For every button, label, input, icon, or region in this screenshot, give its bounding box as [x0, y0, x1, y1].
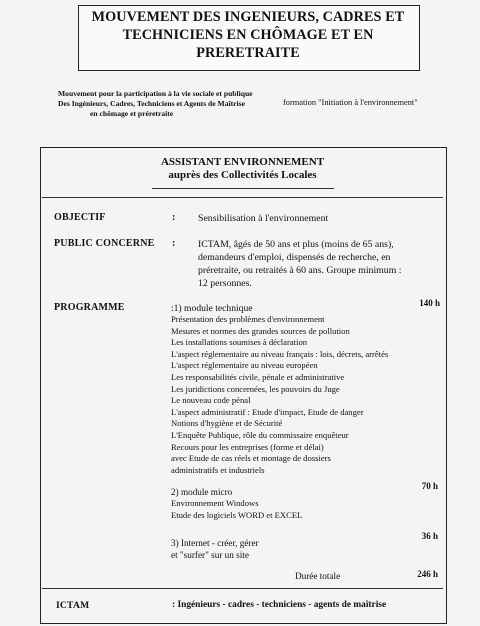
module1-item: L'aspect réglementaire au niveau européen	[171, 360, 318, 371]
footer-divider	[42, 588, 443, 589]
public-colon: :	[172, 238, 176, 249]
module1-list	[171, 314, 388, 476]
header-title-line: MOUVEMENT DES INGENIEURS, CADRES ET	[91, 9, 405, 25]
box-title	[40, 156, 445, 182]
header-title-line: TECHNICIENS EN CHÔMAGE ET EN	[122, 27, 374, 43]
module2-title: 2) module micro	[171, 487, 233, 497]
module1-item: L'Enquête Publique, rôle du commissaire enquêteur	[171, 429, 349, 440]
module2-item: Etude des logiciels WORD et EXCEL	[171, 509, 303, 520]
module1-item: Recours pour les entreprises (forme et délai)	[171, 441, 324, 452]
public-text	[198, 238, 438, 290]
module1-item: Les juridictions concernées, les pouvoirs du Juge	[171, 383, 340, 394]
module1-item: Les responsabilités civile, pénale et administrative	[171, 371, 345, 382]
objectif-colon: :	[172, 212, 176, 223]
total-label: Durée totale	[295, 571, 341, 581]
org-line: en chômage et préretraite	[90, 109, 174, 118]
public-line: 12 personnes.	[198, 278, 252, 289]
module1-item: L'aspect administratif : Etude d'impact, Etude de danger	[171, 406, 364, 417]
module1-item: Le nouveau code pénal	[171, 395, 251, 406]
public-line: demandeurs d'emploi, dispensés de recherche, en	[198, 252, 391, 263]
module1-item: Notions d'hygiène et de Sécurité	[171, 418, 283, 429]
module1-title: :1) module technique	[171, 303, 253, 314]
public-line: ICTAM, âgés de 50 ans et plus (moins de 65 ans),	[198, 239, 394, 250]
objectif-text: Sensibilisation à l'environnement	[198, 213, 329, 224]
public-label: PUBLIC CONCERNE	[54, 238, 155, 249]
module3-line: 3) Internet - créer, gérer	[171, 538, 259, 548]
programme-label: PROGRAMME	[54, 302, 125, 313]
org-line: Mouvement pour la participation à la vie sociale et publique	[58, 89, 253, 98]
footer-label: ICTAM	[56, 600, 90, 611]
box-subtitle: auprès des Collectivités Locales	[168, 169, 317, 181]
box-title-main: ASSISTANT ENVIRONNEMENT	[160, 156, 325, 168]
title-rule	[152, 188, 334, 189]
header-title	[78, 8, 418, 62]
public-line: préretraite, ou retraités à 60 ans. Groupe minimum :	[198, 265, 402, 276]
org-line: Des Ingénieurs, Cadres, Techniciens et Agents de Maîtrise	[58, 99, 245, 108]
footer-text: : Ingénieurs - cadres - techniciens - agents de maîtrise	[172, 600, 387, 610]
objectif-label: OBJECTIF	[54, 212, 106, 223]
section-divider	[42, 197, 443, 198]
module1-item: Mesures et normes des grandes sources de pollution	[171, 325, 350, 336]
module1-item: administratifs et industriels	[171, 464, 265, 475]
module1-hours: 140 h	[419, 298, 440, 308]
total-hours: 246 h	[417, 569, 438, 579]
header-title-line: PRERETRAITE	[196, 45, 300, 61]
module3-line: et "surfer" sur un site	[171, 550, 249, 560]
module2-hours: 70 h	[421, 481, 438, 491]
module2-item: Environnement Windows	[171, 498, 259, 508]
formation-label: formation "Initiation à l'environnement"	[283, 98, 418, 107]
module2-list	[171, 498, 302, 521]
module1-item: avec Etude de cas réels et montage de dossiers	[171, 453, 331, 464]
module3-hours: 36 h	[421, 531, 438, 541]
module3-text	[171, 537, 259, 561]
module1-item: L'aspect réglementaire au niveau français : lois, décrets, arrêtés	[171, 348, 389, 359]
module1-item: Présentation des problèmes d'environnement	[171, 314, 325, 324]
module1-item: Les installations soumises à déclaration	[171, 337, 308, 348]
